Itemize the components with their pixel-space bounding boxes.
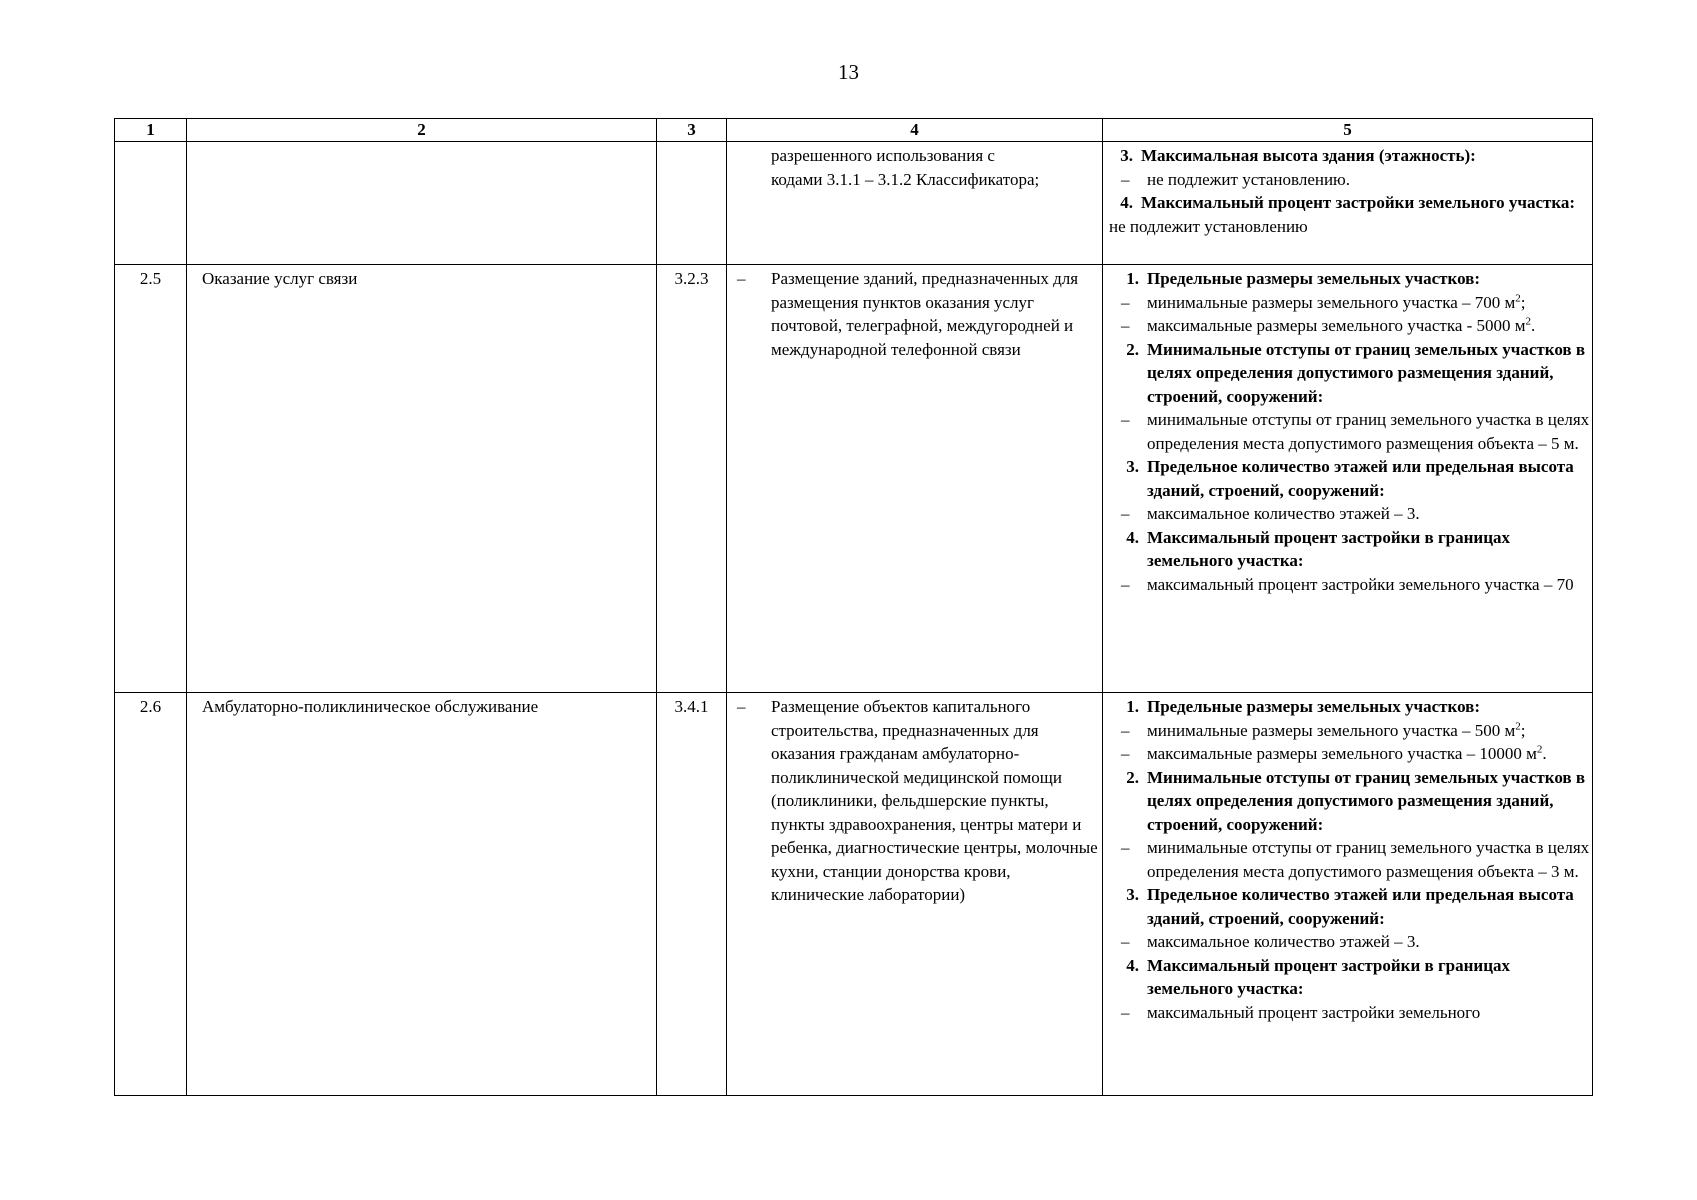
table-row xyxy=(115,142,1593,265)
header-col-4: 4 xyxy=(727,119,1103,142)
table-row xyxy=(115,265,1593,693)
header-col-5: 5 xyxy=(1103,119,1593,142)
parameters-cell: 3. Максимальная высота здания (этажность): – не подлежит установлению. 4. Максимальный процент застройки земельного участка: не подлежит установлению xyxy=(1103,142,1593,265)
table-row xyxy=(115,693,1593,1096)
parameters-cell: 1. Предельные размеры земельных участков: – минимальные размеры земельного участка – 500 $м^2$; – максимальные размеры земельного участка – 10000 $м^2$. 2. Минимальные отступы от границ земельных участков в целях определения допустимого размещения зданий, строений, сооружений: – минимальные отступы от границ земельного участка в целях определения места допустимого размещения объекта – 3 м. 3. Предельное количество этажей или предельная высота зданий, строений, сооружений: – максимальное количество этажей – 3. 4. Максимальный процент застройки в границах земельного участка: – максимальный процент застройки земельного xyxy=(1103,693,1593,1096)
description-cell: разрешенного использования с кодами 3.1.1 – 3.1.2 Классификатора; xyxy=(727,142,1103,265)
header-row xyxy=(115,119,1593,142)
header-col-1: 1 xyxy=(115,119,187,142)
description-cell: – Размещение зданий, предназначенных для размещения пунктов оказания услуг почтовой, телеграфной, междугородней и международной телефонной связи xyxy=(727,265,1103,693)
header-col-3: 3 xyxy=(657,119,727,142)
row-number: 2.5 xyxy=(115,265,187,693)
parameters-cell: 1. Предельные размеры земельных участков: – минимальные размеры земельного участка – 700 $м^2$; – максимальные размеры земельного участка - 5000 $м^2$. 2. Минимальные отступы от границ земельных участков в целях определения допустимого размещения зданий, строений, сооружений: – минимальные отступы от границ земельного участка в целях определения места допустимого размещения объекта – 5 м. 3. Предельное количество этажей или предельная высота зданий, строений, сооружений: – максимальное количество этажей – 3. 4. Максимальный процент застройки в границах земельного участка: – максимальный процент застройки земельного участка – 70 xyxy=(1103,265,1593,693)
header-col-2: 2 xyxy=(187,119,657,142)
row-number: 2.6 xyxy=(115,693,187,1096)
page-number: 13 xyxy=(838,60,859,84)
use-name: Оказание услуг связи xyxy=(187,265,657,693)
use-name: Амбулаторно-поликлиническое обслуживание xyxy=(187,693,657,1096)
use-code: 3.2.3 xyxy=(657,265,727,693)
use-code: 3.4.1 xyxy=(657,693,727,1096)
zoning-table xyxy=(114,118,1593,1096)
description-cell: – Размещение объектов капитального строительства, предназначенных для оказания гражданам амбулаторно-поликлинической медицинской помощи (поликлиники, фельдшерские пункты, пункты здравоохранения, центры матери и ребенка, диагностические центры, молочные кухни, станции донорства крови, клинические лаборатории) xyxy=(727,693,1103,1096)
